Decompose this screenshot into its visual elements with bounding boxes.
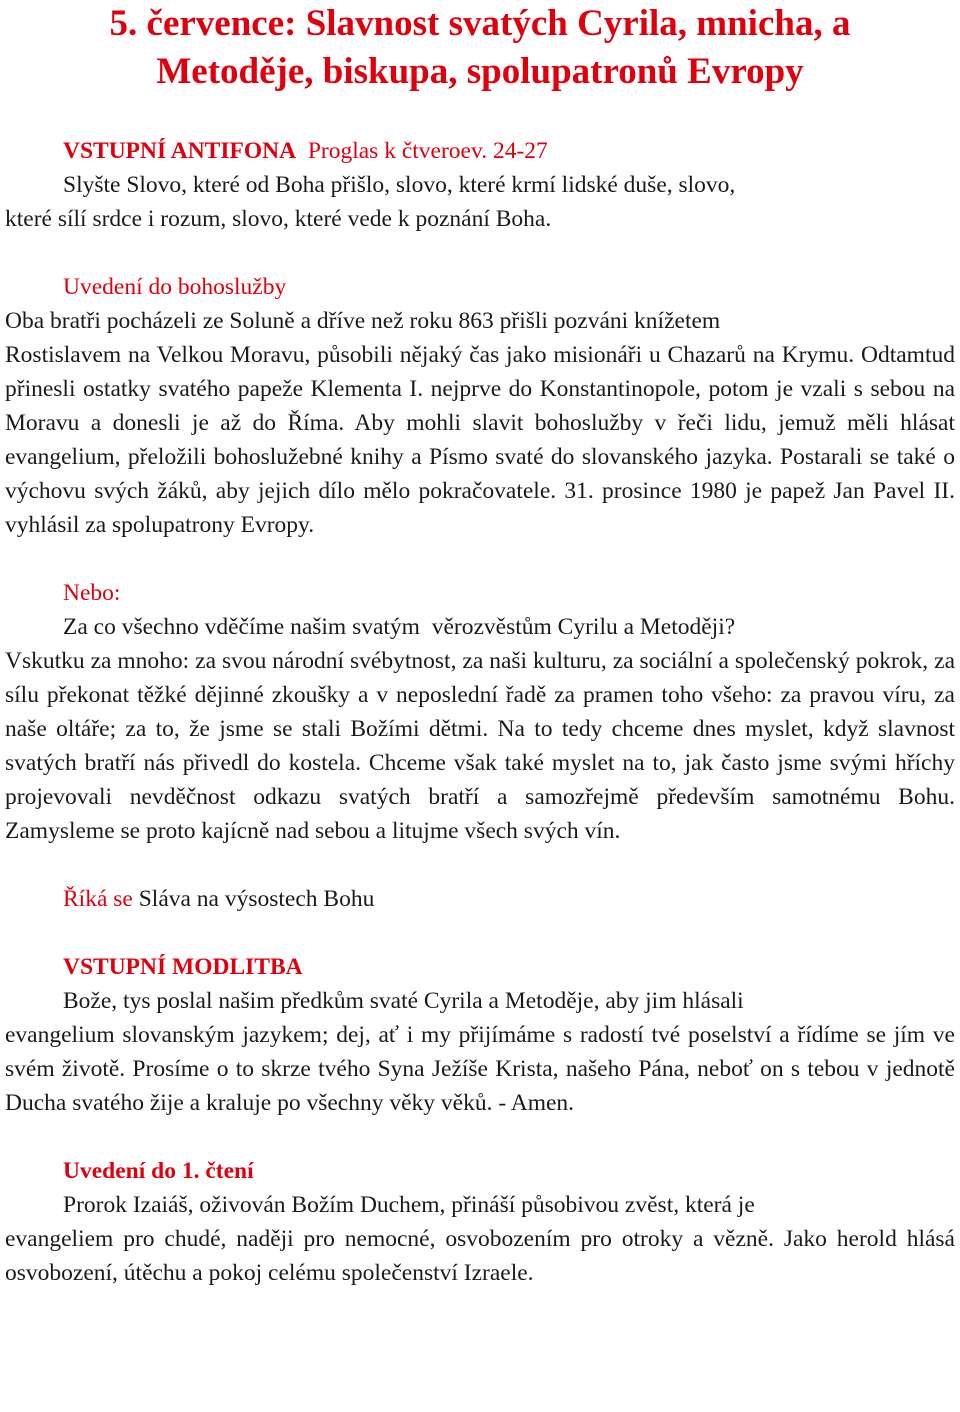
antifona-heading: VSTUPNÍ ANTIFONA	[63, 138, 297, 164]
antifona-reference: Proglas k čtveroev. 24-27	[307, 138, 548, 164]
nebo-section	[5, 576, 955, 848]
rika-text: Sláva na výsostech Bohu	[138, 886, 375, 912]
uvedeni-first-line: Oba bratři pocházeli ze Soluně a dříve než roku 863 přišli pozváni knížetem	[5, 308, 721, 334]
rika-label: Říká se	[63, 886, 133, 912]
cteni-text: evangeliem pro chudé, naději pro nemocné, osvobozením pro otroky a vězně. Jako herold hlásá osvobození, útěchu a pokoj celému společenství Izraele.	[5, 1226, 955, 1286]
document-page	[5, 0, 955, 1290]
rika-section	[5, 882, 955, 916]
antifona-heading-line	[5, 134, 955, 168]
cteni-heading: Uvedení do 1. čtení	[63, 1158, 254, 1184]
modlitba-text: evangelium slovanským jazykem; dej, ať i my přijímáme s radostí tvé poselství a řídíme se jím ve svém životě. Prosíme o to skrze tvého Syna Ježíše Krista, našeho Pána, neboť on s tebou v jednotě Ducha svatého žije a kraluje po všechny věky věků. - Amen.	[5, 1022, 955, 1116]
uvedeni-text: Rostislavem na Velkou Moravu, působili nějaký čas jako misionáři u Chazarů na Krymu. Odtamtud přinesli ostatky svatého papeže Klementa I. nejprve do Konstantinopole, potom je vzali s sebou na Moravu a donesli je až do Říma. Aby mohli slavit bohoslužby v řeči lidu, jemuž měli hlásat evangelium, přeložili bohoslužebné knihy a Písmo svaté do slovanského jazyka. Postarali se také o výchovu svých žáků, aby jejich dílo mělo pokračovatele. 31. prosince 1980 je papež Jan Pavel II. vyhlásil za spolupatrony Evropy.	[5, 342, 955, 538]
antifona-text-line-1: Slyšte Slovo, které od Boha přišlo, slovo, které krmí lidské duše, slovo,	[63, 172, 736, 198]
page-title	[5, 0, 955, 96]
modlitba-first-line: Bože, tys poslal našim předkům svaté Cyrila a Metoděje, aby jim hlásali	[63, 988, 744, 1014]
uvedeni-heading: Uvedení do bohoslužby	[63, 274, 287, 300]
title-line-2: Metoděje, biskupa, spolupatronů Evropy	[156, 51, 804, 92]
nebo-text: Vskutku za mnoho: za svou národní svébytnost, za naši kulturu, za sociální a společenský pokrok, za sílu překonat těžké dějinné zkoušky a v neposlední řadě za pramen toho všeho: za pravou víru, za naše oltáře; za to, že jsme se stali Božími dětmi. Na to tedy chceme dnes myslet, když slavnost svatých bratří nás přivedl do kostela. Chceme však také myslet na to, jak často jsme svými hříchy projevovali nevděčnost odkazu svatých bratří a samozřejmě především samotnému Bohu. Zamysleme se proto kajícně nad sebou a litujme všech svých vín.	[5, 648, 955, 844]
rika-line	[5, 882, 955, 916]
cteni-section	[5, 1154, 955, 1290]
cteni-first-line: Prorok Izaiáš, oživován Božím Duchem, přináší působivou zvěst, která je	[63, 1192, 755, 1218]
antifona-section	[5, 134, 955, 236]
uvedeni-section	[5, 270, 955, 542]
modlitba-section	[5, 950, 955, 1120]
antifona-text-line-2: které sílí srdce i rozum, slovo, které vede k poznání Boha.	[5, 206, 552, 232]
nebo-first-line: Za co všechno vděčíme našim svatým věrozvěstům Cyrilu a Metoději?	[63, 614, 736, 640]
nebo-heading: Nebo:	[63, 580, 121, 606]
title-line-1: 5. července: Slavnost svatých Cyrila, mnicha, a	[109, 3, 851, 44]
modlitba-heading: VSTUPNÍ MODLITBA	[63, 954, 303, 980]
